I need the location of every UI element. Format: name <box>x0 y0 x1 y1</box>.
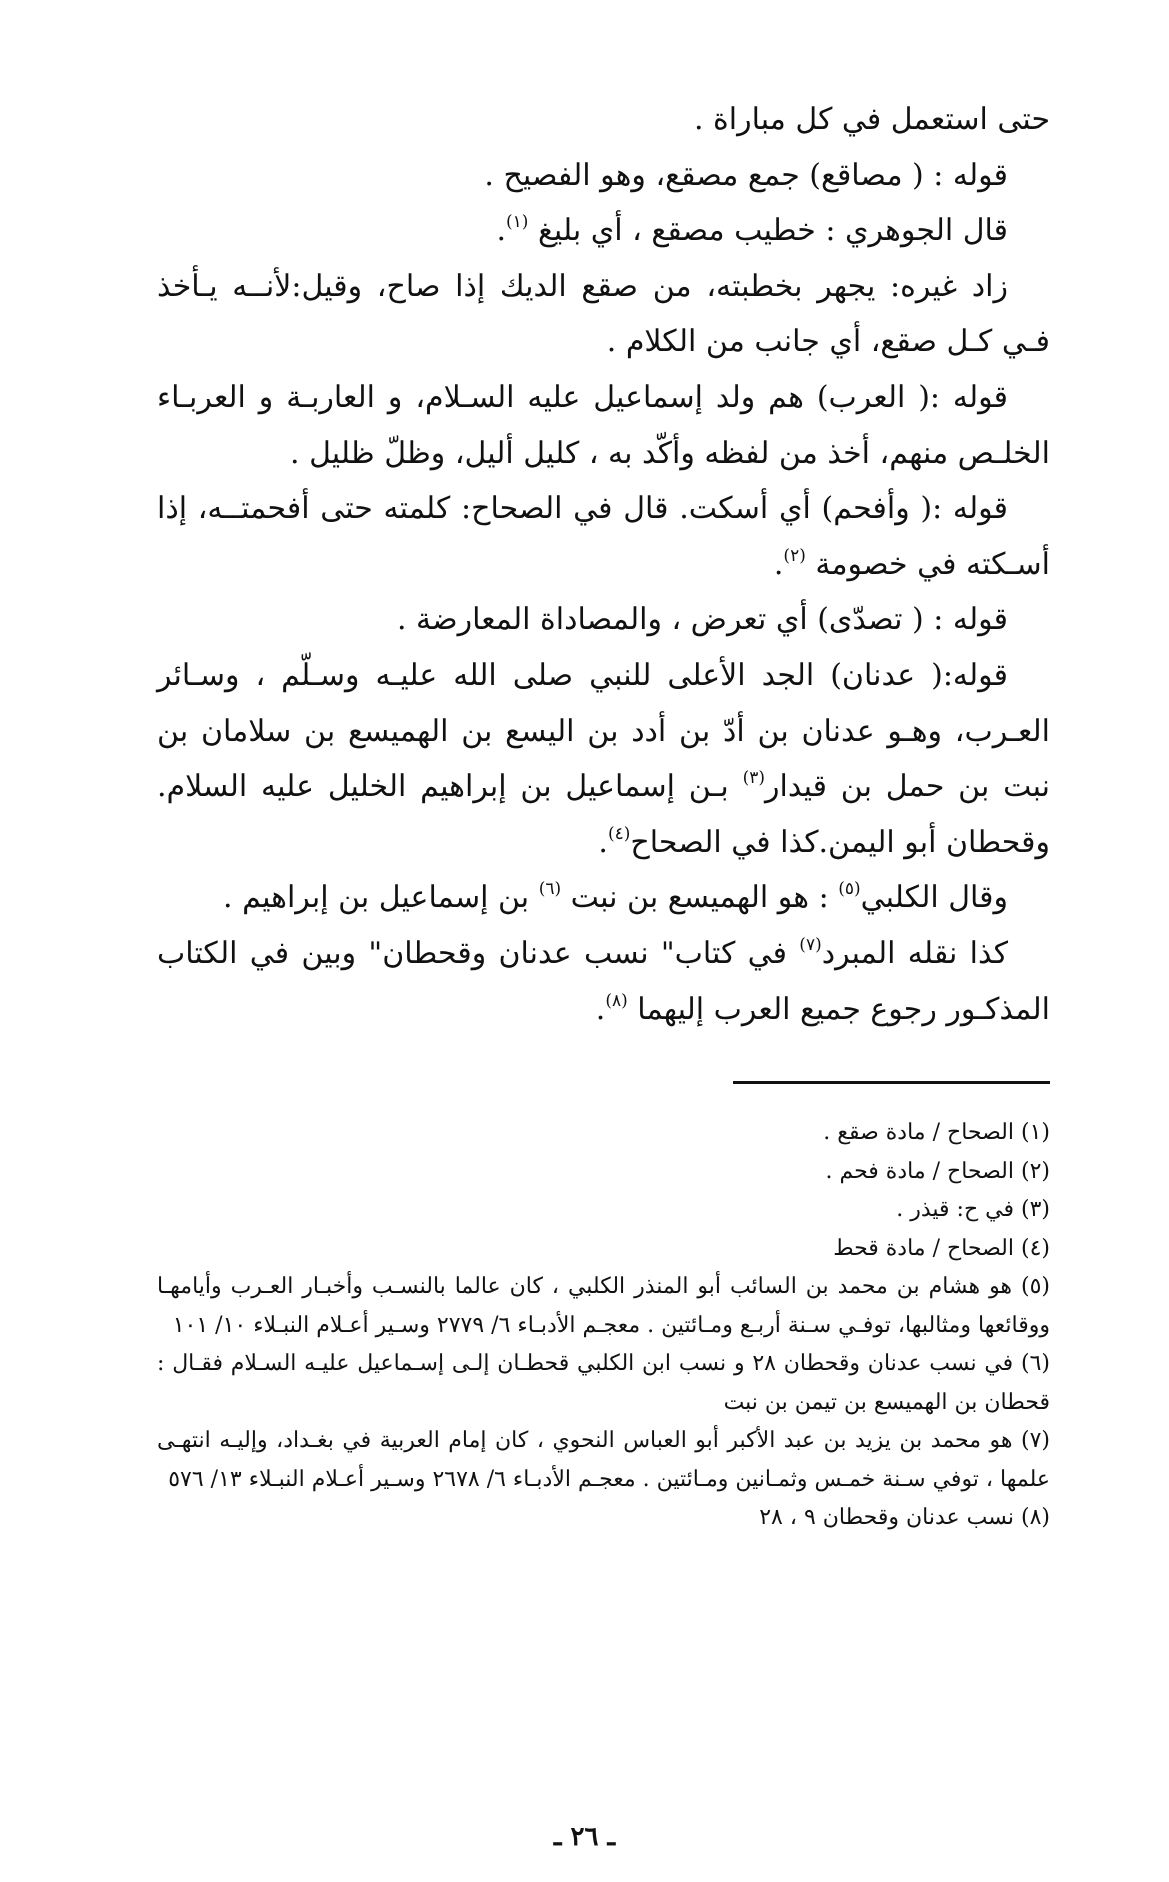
paragraph-1: حتى استعمل في كل مباراة . <box>693 102 1050 137</box>
footnote-8: (٨) نسب عدنان وقحطان ٩ ، ٢٨ <box>759 1505 1050 1530</box>
paragraph-9 <box>157 870 1050 926</box>
paragraph-8-end: . <box>598 824 608 860</box>
footnote-ref-4: (٤) <box>607 823 631 844</box>
paragraph-3 <box>157 203 1050 259</box>
footnote-ref-1: (١) <box>506 212 529 233</box>
footnote-3: (٣) في ح: قيذر . <box>896 1197 1050 1222</box>
page-number: ـ ٢٦ ـ <box>553 1822 616 1852</box>
paragraph-4: زاد غيره: يجهر بخطبته، من صقع الديك إذا صاح، وقيل:لأنــه يـأخذ فـي كـل صقع، أي جانب من الكلام . <box>157 268 1050 360</box>
footnote-ref-2: (٢) <box>783 545 806 566</box>
paragraph-2: قوله : ( مصاقع) جمع مصقع، وهو الفصيح . <box>484 157 1008 193</box>
paragraph-5: قوله :( العرب) هم ولد إسماعيل عليه السـلام، و العاربـة و العربـاء الخلـص منهم، أخذ من لفظه وأكّد به ، كليل أليل، وظلّ ظليل . <box>157 379 1050 471</box>
footnote-ref-5: (٥) <box>838 879 861 900</box>
footnote-ref-6: (٦) <box>538 879 562 900</box>
paragraph-3-text: قال الجوهري : خطيب مصقع ، أي بليغ <box>537 213 1008 249</box>
paragraph-8-part-b: بـن إسماعيل بن إبراهيم الخليل عليه السلام. وقحطان أبو اليمن.كذا في الصحاح <box>157 769 1050 860</box>
paragraph-9-part-a: وقال الكلبي <box>860 880 1008 916</box>
paragraph-8 <box>157 648 1050 870</box>
paragraph-10-end: . <box>595 991 606 1027</box>
paragraph-10 <box>157 926 1050 1037</box>
footnote-ref-7: (٧) <box>799 934 822 955</box>
footnote-2: (٢) الصحاح / مادة فحم . <box>825 1158 1050 1184</box>
paragraph-6-end: . <box>773 546 784 582</box>
footnote-separator <box>733 1081 1050 1084</box>
paragraph-9-part-b: : هو الهميسع بن نبت <box>561 880 839 916</box>
paragraph-8-part-a: قوله:( عدنان) الجد الأعلى للنبي صلى الله عليـه وسـلّم ، وسـائر العـرب، وهـو عدنان بن أدّ بن أدد بن اليسع بن الهميسع بن سلامان بن نبت بن حمل بن قيدار <box>157 657 1051 805</box>
main-text <box>157 92 1050 1037</box>
paragraph-6 <box>157 481 1050 592</box>
paragraph-9-part-c: بن إسماعيل بن إبراهيم . <box>223 880 539 916</box>
footnote-4: (٤) الصحاح / مادة قحط <box>833 1235 1050 1261</box>
paragraph-10-part-b: في كتاب" نسب عدنان وقحطان" وبين في الكتاب المذكـور رجوع جميع العرب إليهما <box>157 935 1050 1027</box>
footnote-1: (١) الصحاح / مادة صقع . <box>823 1120 1050 1145</box>
paragraph-3-end: . <box>496 213 506 249</box>
footnote-ref-8: (٨) <box>605 990 628 1011</box>
paragraph-7: قوله : ( تصدّى) أي تعرض ، والمصاداة المعارضة . <box>396 602 1008 638</box>
paragraph-6-text: قوله :( وأفحم) أي أسكت. قال في الصحاح: كلمته حتى أفحمتــه، إذا أسـكته في خصومة <box>157 491 1050 582</box>
footnote-7: (٧) هو محمد بن يزيد بن عبد الأكبر أبو العباس النحوي ، كان إمام العربية في بغـداد، وإليـه انتهـى علمها ، توفي سـنة خمـس وثمـانين ومـائتين . معجـم الأدبـاء ٦/ ٢٦٧٨ وسـير أعـلام النبـلاء ١٣/ ٥٧٦ <box>157 1428 1050 1492</box>
footnotes <box>157 1114 1050 1538</box>
footnote-ref-3: (٣) <box>742 768 765 789</box>
footnote-6: (٦) في نسب عدنان وقحطان ٢٨ و نسب ابن الكلبي قحطـان إلـى إسـماعيل عليـه السـلام فقـال : قحطان بن الهميسع بن تيمن بن نبت <box>157 1351 1050 1415</box>
paragraph-10-part-a: كذا نقله المبرد <box>821 935 1008 971</box>
footnote-5: (٥) هو هشام بن محمد بن السائب أبو المنذر الكلبي ، كان عالما بالنسـب وأخبـار العـرب وأيامهـا ووقائعها ومثالبها، توفـي سـنة أربـع ومـائتين . معجـم الأدبـاء ٦/ ٢٧٧٩ وسـير أعـلام النبـلاء ١٠/ ١٠١ <box>157 1274 1050 1338</box>
